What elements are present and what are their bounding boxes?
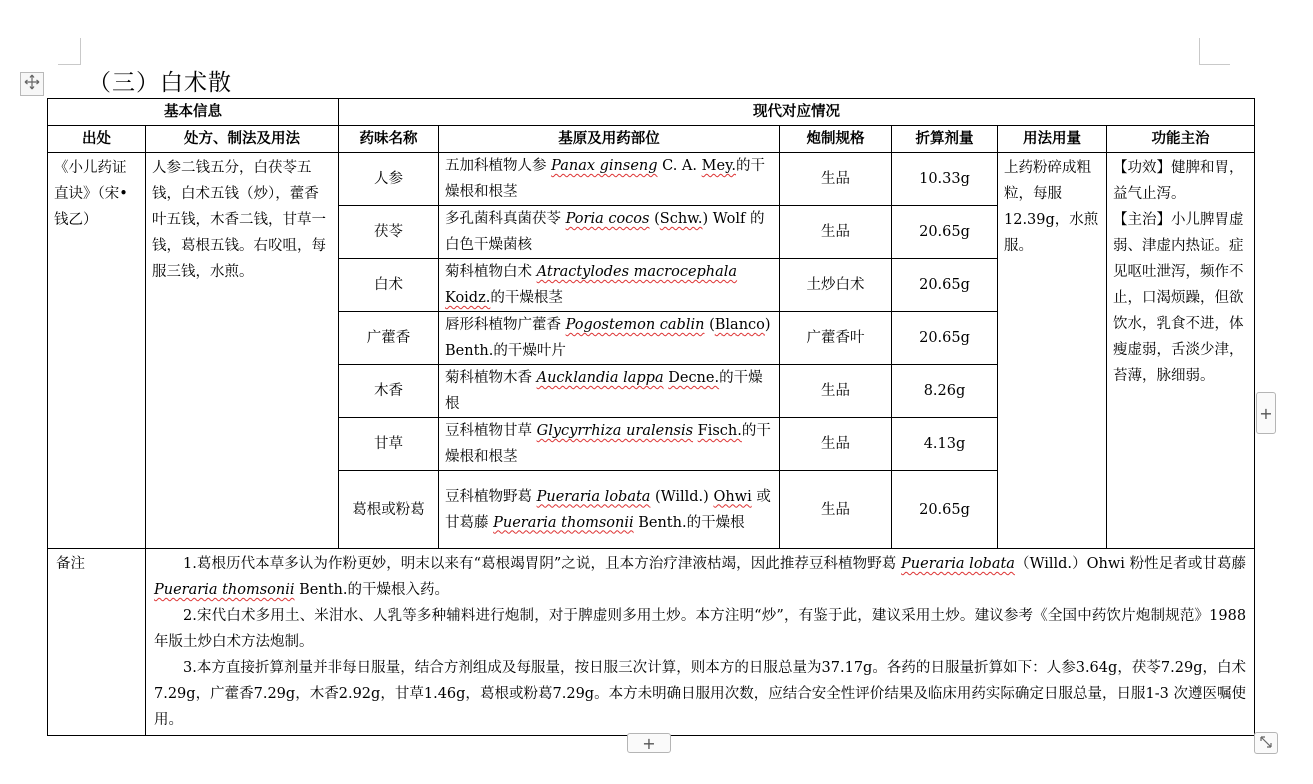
herb-basis[interactable]: 多孔菌科真菌茯苓 Poria cocos (Schw.) Wolf 的白色干燥菌核 [439, 206, 780, 259]
col-header: 基原及用药部位 [439, 126, 780, 153]
herb-processing[interactable]: 广藿香叶 [780, 312, 892, 365]
herb-processing[interactable]: 生品 [780, 471, 892, 549]
note-paragraph-2: 2.宋代白术多用土、米泔水、人乳等多种辅料进行炮制，对于脾虚则多用土炒。本方注明“炒”，有鉴于此，建议采用土炒。建议参考《全国中药饮片炮制规范》1988 年版土炒白术方法炮制。 [154, 608, 1247, 650]
herb-processing[interactable]: 土炒白术 [780, 259, 892, 312]
header-modern: 现代对应情况 [339, 99, 1255, 126]
herb-basis[interactable]: 豆科植物野葛 Pueraria lobata (Willd.) Ohwi 或甘葛藤 Pueraria thomsonii Benth.的干燥根 [439, 471, 780, 549]
col-header: 处方、制法及用法 [146, 126, 339, 153]
table-resize-handle[interactable] [1254, 732, 1278, 754]
herb-dose[interactable]: 20.65g [892, 312, 998, 365]
herb-name[interactable]: 白术 [339, 259, 439, 312]
herb-dose[interactable]: 20.65g [892, 206, 998, 259]
prescription-table [47, 98, 1255, 736]
col-header: 用法用量 [998, 126, 1107, 153]
page-corner-mark-left [58, 38, 81, 65]
herb-name[interactable]: 甘草 [339, 418, 439, 471]
herb-processing[interactable]: 生品 [780, 206, 892, 259]
herb-name[interactable]: 人参 [339, 153, 439, 206]
add-row-button[interactable]: + [627, 733, 671, 753]
section-title: （三）白术散 [88, 70, 232, 96]
herb-processing[interactable]: 生品 [780, 153, 892, 206]
herb-dose[interactable]: 20.65g [892, 471, 998, 549]
notes-cell[interactable] [146, 549, 1255, 736]
herb-basis[interactable]: 五加科植物人参 Panax ginseng C. A. Mey.的干燥根和根茎 [439, 153, 780, 206]
source-cell[interactable]: 《小儿药证直诀》（宋•钱乙） [48, 153, 146, 549]
notes-label[interactable]: 备注 [48, 549, 146, 736]
herb-dose[interactable]: 20.65g [892, 259, 998, 312]
herb-processing[interactable]: 生品 [780, 418, 892, 471]
col-header: 功能主治 [1107, 126, 1255, 153]
herb-dose[interactable]: 8.26g [892, 365, 998, 418]
herb-basis[interactable]: 唇形科植物广藿香 Pogostemon cablin (Blanco) Benth.的干燥叶片 [439, 312, 780, 365]
header-basic-info: 基本信息 [48, 99, 339, 126]
note-paragraph-3: 3.本方直接折算剂量并非每日服量，结合方剂组成及每服量，按日服三次计算，则本方的日服总量为37.17g。各药的日服量折算如下：人参3.64g，茯苓7.29g，白术7.29g，广藿香7.29g，木香2.92g，甘草1.46g，葛根或粉葛7.29g。本方未明确日服用次数，应结合安全性评价结果及临床用药实际确定日服总量，日服1-3 次遵医嘱使用。 [154, 660, 1247, 728]
resize-icon [1259, 734, 1273, 753]
herb-dose[interactable]: 10.33g [892, 153, 998, 206]
function-cell[interactable]: 【功效】健脾和胃，益气止泻。 【主治】小儿脾胃虚弱、津虚内热证。症见呕吐泄泻，频作不止，口渴烦躁，但欲饮水，乳食不进，体瘦虚弱，舌淡少津，苔薄，脉细弱。 [1107, 153, 1255, 549]
herb-basis[interactable]: 菊科植物木香 Aucklandia lappa Decne.的干燥根 [439, 365, 780, 418]
herb-name[interactable]: 茯苓 [339, 206, 439, 259]
col-header: 折算剂量 [892, 126, 998, 153]
col-header: 炮制规格 [780, 126, 892, 153]
prescription-cell[interactable]: 人参二钱五分，白茯苓五钱，白术五钱（炒），藿香叶五钱，木香二钱，甘草一钱，葛根五钱。右㕮咀，每服三钱，水煎。 [146, 153, 339, 549]
page-corner-mark-right [1199, 38, 1230, 65]
col-header: 出处 [48, 126, 146, 153]
herb-name[interactable]: 广藿香 [339, 312, 439, 365]
table-move-handle[interactable] [20, 72, 44, 96]
move-icon [24, 74, 40, 94]
herb-dose[interactable]: 4.13g [892, 418, 998, 471]
herb-basis[interactable]: 豆科植物甘草 Glycyrrhiza uralensis Fisch.的干燥根和根茎 [439, 418, 780, 471]
herb-processing[interactable]: 生品 [780, 365, 892, 418]
herb-basis[interactable]: 菊科植物白术 Atractylodes macrocephala Koidz.的干燥根茎 [439, 259, 780, 312]
add-column-button[interactable]: + [1256, 392, 1276, 434]
col-header: 药味名称 [339, 126, 439, 153]
usage-cell[interactable]: 上药粉碎成粗粒，每服12.39g，水煎服。 [998, 153, 1107, 549]
herb-name[interactable]: 木香 [339, 365, 439, 418]
herb-name[interactable]: 葛根或粉葛 [339, 471, 439, 549]
note-paragraph-1: 1.葛根历代本草多认为作粉更妙，明末以来有“葛根竭胃阴”之说，且本方治疗津液枯竭，因此推荐豆科植物野葛 Pueraria lobata（Willd.）Ohwi 粉性足者或甘葛藤 Pueraria thomsonii Benth.的干燥根入药。 [154, 556, 1247, 598]
